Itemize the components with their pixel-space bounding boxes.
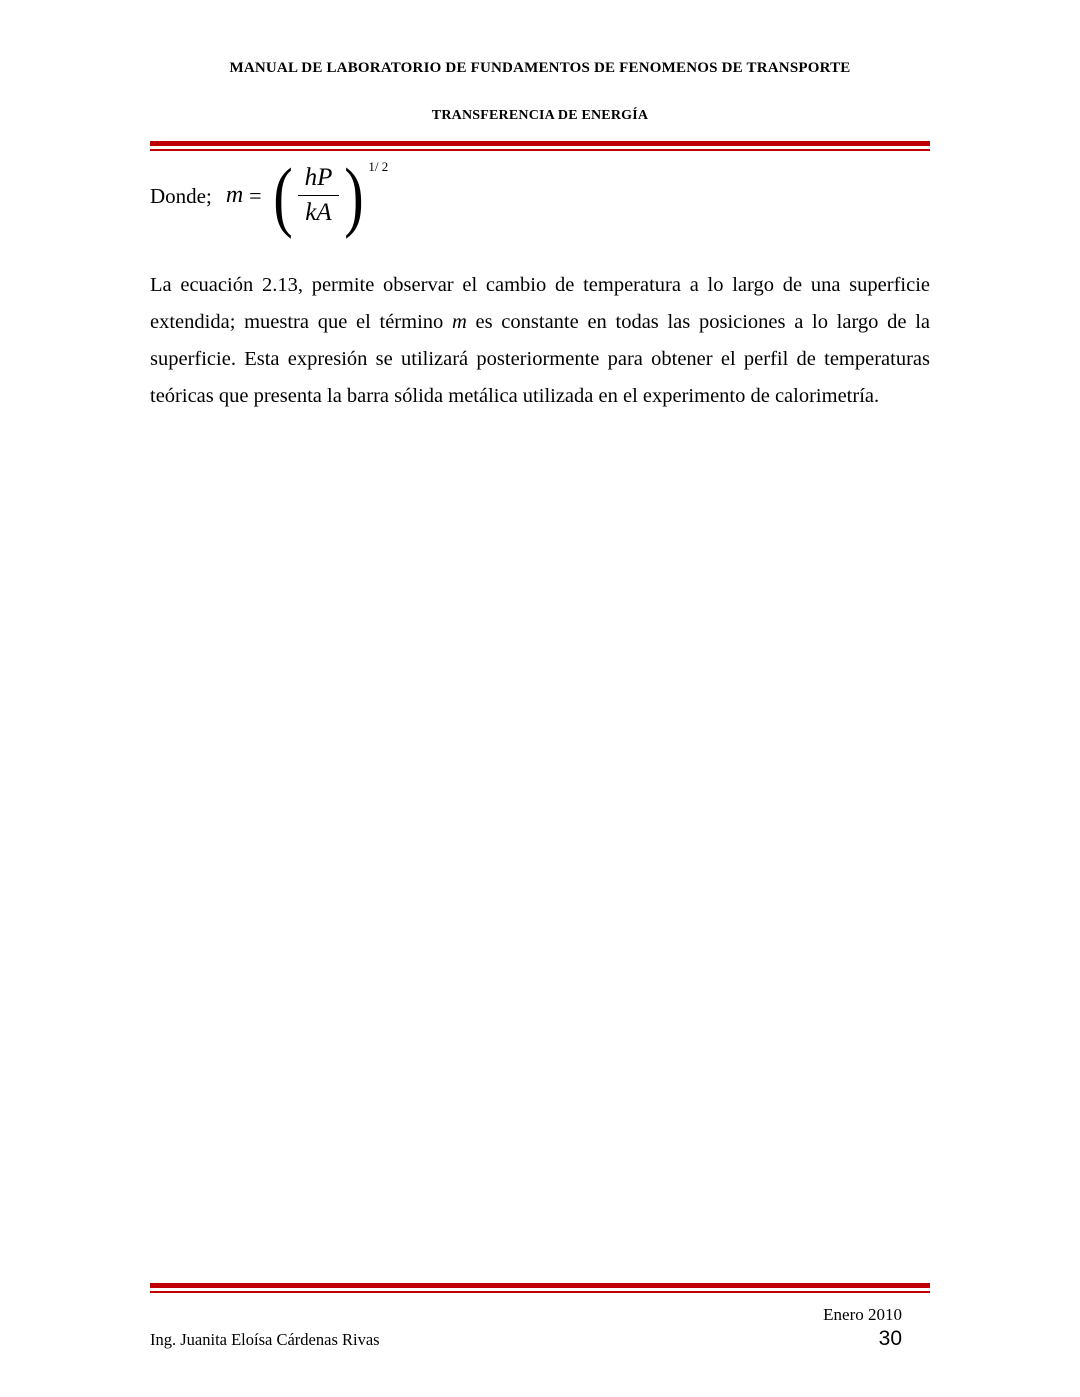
footer-date: Enero 2010 bbox=[823, 1305, 902, 1324]
page-footer bbox=[150, 1266, 930, 1351]
footer-author: Ing. Juanita Eloísa Cárdenas Rivas bbox=[150, 1330, 380, 1349]
document-title: MANUAL DE LABORATORIO DE FUNDAMENTOS DE FENOMENOS DE TRANSPORTE bbox=[229, 60, 851, 76]
footer-row bbox=[150, 1327, 930, 1351]
formula-variable-m: m bbox=[225, 182, 244, 209]
page-content bbox=[150, 0, 930, 415]
close-paren: ) bbox=[344, 151, 365, 239]
fraction bbox=[298, 164, 340, 227]
formula-label: Donde; bbox=[150, 183, 212, 208]
equals-sign: = bbox=[249, 182, 262, 208]
body-paragraph bbox=[150, 267, 930, 415]
document-subtitle: TRANSFERENCIA DE ENERGÍA bbox=[431, 108, 649, 123]
paragraph-text-1: La ecuación 2.13, permite observar el cambio de temperatura a lo largo de una superficie extendida; muestra que el término bbox=[150, 274, 930, 333]
fraction-denominator: kA bbox=[305, 199, 332, 227]
formula-row bbox=[150, 153, 930, 239]
paragraph-text-2: es constante en todas las posiciones a lo largo de la superficie. Esta expresión se utilizará posteriormente para obtener el perfil de temperaturas teóricas que presenta la barra sólida metálica utilizada en el experimento de calorimetría. bbox=[150, 311, 931, 407]
fraction-numerator: hP bbox=[298, 164, 340, 196]
formula-exponent: 1/ 2 bbox=[368, 158, 389, 174]
page-header bbox=[150, 0, 930, 151]
formula-expression bbox=[225, 151, 389, 239]
open-paren: ( bbox=[272, 151, 293, 239]
header-rule bbox=[150, 141, 930, 151]
page-number: 30 bbox=[878, 1327, 902, 1350]
paragraph-italic-m: m bbox=[452, 311, 467, 333]
footer-rule bbox=[150, 1283, 930, 1293]
